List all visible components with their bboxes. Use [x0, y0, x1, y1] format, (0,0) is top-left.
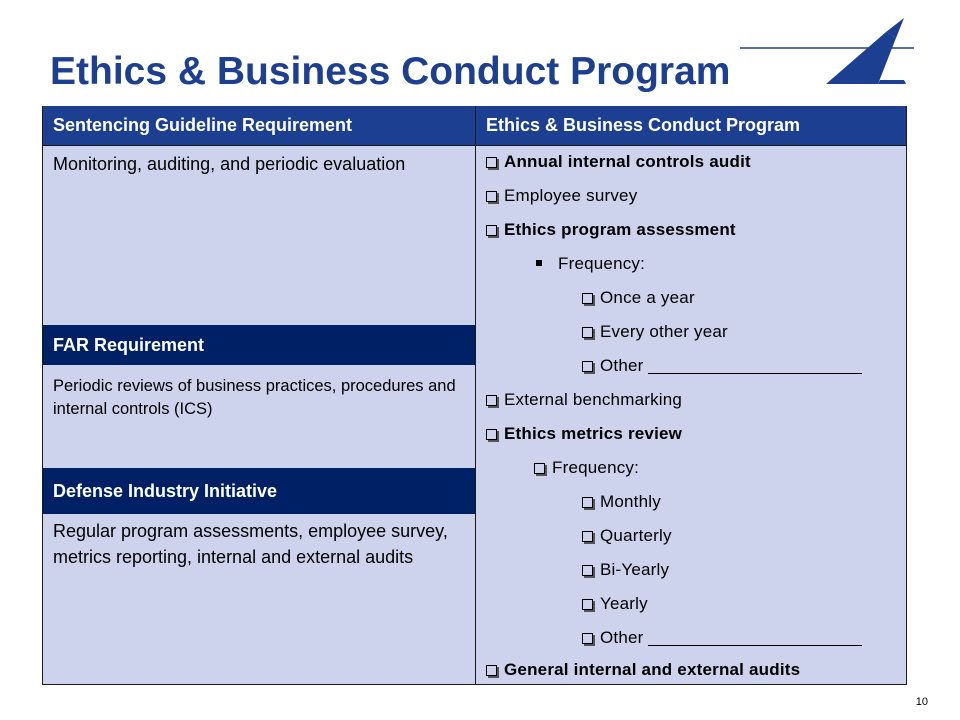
- list-item: Ethics metrics review: [486, 424, 682, 444]
- table-border-right: [906, 106, 907, 685]
- list-item: Bi-Yearly: [582, 560, 669, 580]
- checkbox-icon: [486, 665, 497, 676]
- list-item: External benchmarking: [486, 390, 682, 410]
- table-border-bottom: [42, 684, 907, 685]
- list-item: Once a year: [582, 288, 695, 308]
- list-item: General internal and external audits: [486, 660, 800, 680]
- list-item: Other: [582, 356, 862, 376]
- checkbox-icon: [582, 531, 593, 542]
- program-details-cell: [476, 146, 906, 684]
- slide-number: 10: [915, 696, 928, 708]
- column-header-program: Ethics & Business Conduct Program: [476, 106, 906, 145]
- list-item: Yearly: [582, 594, 648, 614]
- far-requirement-text: Periodic reviews of business practices, procedures and internal controls (ICS): [43, 365, 475, 468]
- checkbox-icon: [582, 361, 593, 372]
- list-item: Ethics program assessment: [486, 220, 736, 240]
- checkbox-icon: [582, 327, 593, 338]
- checkbox-icon: [486, 191, 497, 202]
- checkbox-icon: [582, 633, 593, 644]
- list-item: Monthly: [582, 492, 661, 512]
- list-item: Frequency:: [536, 254, 645, 274]
- star-logo-icon: [700, 10, 920, 90]
- slide-title: Ethics & Business Conduct Program: [50, 50, 731, 93]
- list-item: Quarterly: [582, 526, 672, 546]
- list-item: Every other year: [582, 322, 728, 342]
- checkbox-icon: [582, 565, 593, 576]
- checkbox-icon: [582, 497, 593, 508]
- checkbox-icon: [582, 599, 593, 610]
- checkbox-icon: [486, 157, 497, 168]
- header-row-divider: [42, 145, 907, 146]
- defense-industry-initiative-header: Defense Industry Initiative: [43, 468, 475, 514]
- list-item: Employee survey: [486, 186, 637, 206]
- far-requirement-header: FAR Requirement: [43, 325, 475, 365]
- table-border-left: [42, 106, 43, 685]
- sentencing-requirement-text: Monitoring, auditing, and periodic evaluation: [43, 146, 475, 325]
- defense-industry-initiative-text: Regular program assessments, employee survey, metrics reporting, internal and external audits: [43, 514, 475, 684]
- checkbox-icon: [486, 225, 497, 236]
- list-item: Other: [582, 628, 862, 648]
- column-header-sentencing: Sentencing Guideline Requirement: [43, 106, 475, 145]
- fill-in-blank: [648, 358, 862, 374]
- list-item: Annual internal controls audit: [486, 152, 751, 172]
- square-bullet-icon: [536, 260, 542, 266]
- checkbox-icon: [582, 293, 593, 304]
- checkbox-icon: [486, 429, 497, 440]
- table-column-divider: [475, 106, 476, 685]
- fill-in-blank: [648, 630, 862, 646]
- checkbox-icon: [534, 463, 545, 474]
- checkbox-icon: [486, 395, 497, 406]
- list-item: Frequency:: [534, 458, 639, 478]
